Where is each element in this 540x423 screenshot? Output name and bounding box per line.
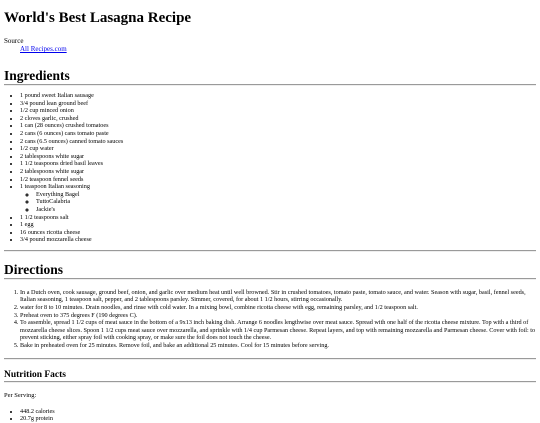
ingredients-divider [4,84,536,86]
ingredient-item: • 2 cans (6 ounces) cans tomato paste [20,130,536,138]
ingredient-item: • 3/4 pound mozzarella cheese [20,236,536,244]
ingredient-item: • 1 can (28 ounces) crushed tomatoes [20,122,536,130]
ingredient-item: • 3/4 pound lean ground beef [20,100,536,108]
ingredient-item: • 2 tablespoons white sugar [20,153,536,161]
nutrition-item: • 20.7g protein [20,415,536,423]
directions-end-divider [4,358,536,360]
direction-step: 4. To assemble, spread 1 1/2 cups of meat sauce in the bottom of a 9x13 inch baking dish. Arrange 6 noodles lengthwise over meat sauce. Spread with one half of the ricotta cheese mixture. Top with a third of mozzarella cheese slices. Spoon 1 1/2 cups meat sauce over mozzarella, and sprinkle with 1/4 cup Parmesan cheese. Repeat layers, and top with remaining mozzarella and Parmesan cheese. Cover with foil: to prevent sticking, either spray foil with cooking spray, or make sure the foil does not touch the cheese. [20,319,536,342]
direction-step: 2. water for 8 to 10 minutes. Drain noodles, and rinse with cold water. In a mixing bowl, combine ricotta cheese with egg, remaining parsley, and 1/2 teaspoon salt. [20,304,536,312]
ingredient-item: • 1 pound sweet Italian sausage [20,92,536,100]
ingredient-item: • 1 egg [20,221,536,229]
nutrition-list [4,408,536,423]
ingredient-item: • 2 cans (6.5 ounces) canned tomato sauces [20,138,536,146]
ingredient-subitem: ◦ Jackie's [36,206,536,214]
nutrition-heading: Nutrition Facts [4,369,67,380]
ingredient-item: • 1 1/2 teaspoons dried basil leaves [20,160,536,168]
ingredient-item: • 1/2 cup water [20,145,536,153]
source-label: Source [4,37,24,45]
ingredient-subitem: ◦ TuttoCalabria [36,198,536,206]
directions-divider [4,278,536,280]
direction-step: 5. Bake in preheated oven for 25 minutes. Remove foil, and bake an additional 25 minutes. Cool for 15 minutes before serving. [20,342,536,350]
ingredient-item-with-options [20,183,536,213]
directions-heading: Directions [4,261,63,277]
direction-step: 1. In a Dutch oven, cook sausage, ground beef, onion, and garlic over medium heat until well browned. Stir in crushed tomatoes, tomato paste, tomato sauce, and water. Season with sugar, basil, fennel seeds, Italian seasoning, 1 teaspoon salt, pepper, and 2 tablespoons parsley. Simmer, covered, for about 1 1/2 hours, stirring occasionally. [20,289,536,304]
direction-step: 3. Preheat oven to 375 degrees F (190 degrees C). [20,312,536,320]
ingredient-subitem: ◦ Everything Bagel [36,191,536,199]
ingredient-text: 1 teaspoon Italian seasoning [20,183,90,191]
page-title: World's Best Lasagna Recipe [4,10,192,26]
ingredient-item: • 2 cloves garlic, crushed [20,115,536,123]
nutrition-item: • 448.2 calories [20,408,536,416]
ingredient-item: • 1/2 cup minced onion [20,107,536,115]
directions-list [4,289,536,350]
ingredient-item: • 1 1/2 teaspoons salt [20,214,536,222]
ingredients-heading: Ingredients [4,68,70,83]
source-block [4,37,536,53]
source-link[interactable]: All Recipes.com [20,45,67,53]
ingredient-sublist [20,191,536,214]
ingredient-item: • 1/2 teaspoon fennel seeds [20,176,536,184]
ingredients-list [4,92,536,244]
ingredients-end-divider [4,250,536,252]
ingredient-item: • 16 ounces ricotta cheese [20,229,536,237]
ingredient-item: • 2 tablespoons white sugar [20,168,536,176]
per-serving-label: Per Serving: [4,391,37,399]
nutrition-divider [4,381,536,383]
